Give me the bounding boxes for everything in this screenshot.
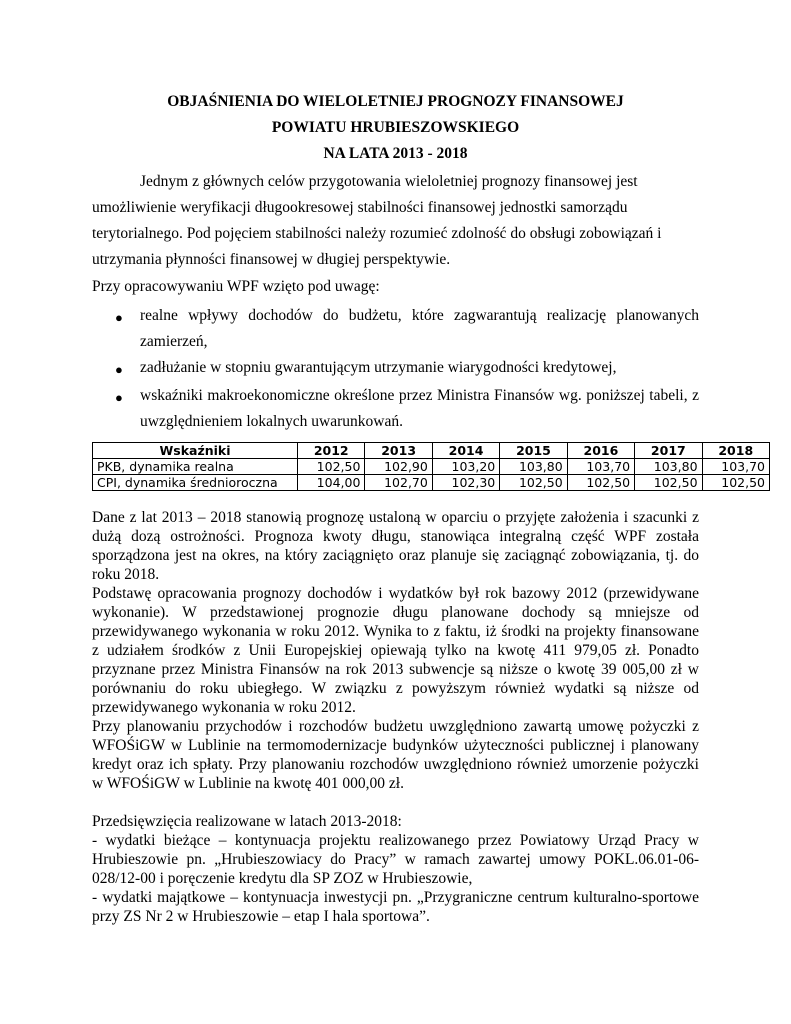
table-cell: 102,50: [500, 475, 567, 491]
body-paragraph-line: roku 2018.: [92, 566, 160, 583]
bullet-icon: ●: [115, 310, 123, 325]
body-paragraph-line: kredyt oraz ich spłaty. Przy planowaniu rozchodów uwzględniono również umorzenie pożyczki: [92, 756, 699, 773]
table-cell: 102,90: [365, 459, 432, 475]
table-header-cell: 2015: [500, 443, 567, 459]
table-header-cell: 2013: [365, 443, 432, 459]
body-paragraph-line: przy ZS Nr 2 w Hrubieszowie – etap I hala sportowa”.: [92, 908, 430, 925]
body-paragraph-line: z udziałem środków z Unii Europejskiej opiewają tylko na kwotę 411 979,05 zł. Ponadto: [92, 642, 699, 659]
bullet-item-text: wskaźniki makroekonomiczne określone przez Ministra Finansów wg. poniższej tabeli, z: [140, 387, 699, 404]
intro-line: Przy opracowywaniu WPF wzięto pod uwagę:: [92, 278, 380, 295]
table-header-cell: 2012: [298, 443, 365, 459]
document-title-line-2: POWIATU HRUBIESZOWSKIEGO: [271, 119, 520, 136]
table-cell: 102,50: [635, 475, 702, 491]
body-paragraph-line: Przy planowaniu przychodów i rozchodów budżetu uwzględniono zawartą umowę pożyczki z: [92, 718, 699, 735]
table-cell: 103,70: [702, 459, 769, 475]
bullet-item-text: uwzględnieniem lokalnych uwarunkowań.: [140, 413, 403, 430]
table-cell: 104,00: [298, 475, 365, 491]
table-cell: 103,80: [635, 459, 702, 475]
body-paragraph-line: Dane z lat 2013 – 2018 stanowią prognozę ustaloną w oparciu o przyjęte założenia i szacunki z: [92, 509, 699, 526]
table-header-cell: Wskaźniki: [93, 443, 298, 459]
table-cell: 102,50: [702, 475, 769, 491]
bullet-icon: ●: [115, 362, 123, 377]
body-paragraph-line: 028/12-00 i poręczenie kredytu dla SP ZOZ w Hrubieszowie,: [92, 870, 473, 887]
intro-line: utrzymania płynności finansowej w długiej perspektywie.: [92, 251, 451, 268]
intro-line: Jednym z głównych celów przygotowania wieloletniej prognozy finansowej jest: [140, 173, 638, 190]
body-paragraph-line: przyznane przez Ministra Finansów na rok 2013 subwencje są niższe o kwotę 39 005,00 zł w: [92, 661, 699, 678]
table-cell: 102,50: [298, 459, 365, 475]
table-cell: 102,70: [365, 475, 432, 491]
table-cell: PKB, dynamika realna: [93, 459, 298, 475]
bullet-icon: ●: [115, 390, 123, 405]
table-header-cell: 2014: [432, 443, 499, 459]
table-cell: 103,80: [500, 459, 567, 475]
body-paragraph-line: przewidywanego wykonania w roku 2012.: [92, 699, 356, 716]
document-title-line-1: OBJAŚNIENIA DO WIELOLETNIEJ PROGNOZY FINANSOWEJ: [167, 93, 624, 110]
intro-line: terytorialnego. Pod pojęciem stabilności należy rozumieć zdolność do obsługi zobowiązań i: [92, 225, 662, 242]
projects-heading: Przedsięwzięcia realizowane w latach 2013-2018:: [92, 813, 402, 830]
body-paragraph-line: Hrubieszowie pn. „Hrubieszowiacy do Pracy” w ramach zawartej umowy POKL.06.01-06-: [92, 851, 699, 868]
bullet-item-text: zamierzeń,: [140, 333, 208, 350]
table-header-cell: 2016: [567, 443, 634, 459]
bullet-item-text: realne wpływy dochodów do budżetu, które zagwarantują realizację planowanych: [140, 307, 699, 324]
body-paragraph-line: dużą dozą ostrożności. Prognoza kwoty długu, stanowiąca integralną część WPF została: [92, 528, 699, 545]
table-header-cell: 2018: [702, 443, 769, 459]
table-cell: 103,20: [432, 459, 499, 475]
table-cell: 103,70: [567, 459, 634, 475]
intro-line: umożliwienie weryfikacji długookresowej stabilności finansowej jednostki samorządu: [92, 199, 628, 216]
table-row: [93, 459, 770, 475]
table-header-cell: 2017: [635, 443, 702, 459]
body-paragraph-line: przewidywanego wykonania w roku 2012. Wynika to z faktu, iż środki na projekty finansowane: [92, 623, 699, 640]
body-paragraph-line: - wydatki bieżące – kontynuacja projektu realizowanego przez Powiatowy Urząd Pracy w: [92, 832, 699, 849]
body-paragraph-line: WFOŚiGW w Lublinie na termomodernizacje budynków użyteczności publicznej i planowany: [92, 737, 699, 754]
document-title-line-3: NA LATA 2013 - 2018: [323, 145, 468, 162]
body-paragraph-line: sporządzona jest na okres, na który zaciągnięto oraz planuje się zaciągnąć zobowiązania, tj. do: [92, 547, 699, 564]
table-row: [93, 475, 770, 491]
indicators-table: [92, 442, 770, 491]
body-paragraph-line: Podstawę opracowania prognozy dochodów i wydatków był rok bazowy 2012 (przewidywane: [92, 585, 699, 602]
body-paragraph-line: wykonanie). W przedstawionej prognozie długu planowane dochody są mniejsze od: [92, 604, 699, 621]
table-cell: 102,30: [432, 475, 499, 491]
body-paragraph-line: - wydatki majątkowe – kontynuacja inwestycji pn. „Przygraniczne centrum kulturalno-sportowe: [92, 889, 699, 906]
bullet-item-text: zadłużanie w stopniu gwarantującym utrzymanie wiarygodności kredytowej,: [140, 359, 617, 376]
table-cell: 102,50: [567, 475, 634, 491]
table-cell: CPI, dynamika średnioroczna: [93, 475, 298, 491]
body-paragraph-line: porównaniu do roku ubiegłego. W związku z powyższym również wydatki są niższe od: [92, 680, 699, 697]
body-paragraph-line: w WFOŚiGW w Lublinie na kwotę 401 000,00 zł.: [92, 775, 404, 792]
table-header-row: [93, 443, 770, 459]
